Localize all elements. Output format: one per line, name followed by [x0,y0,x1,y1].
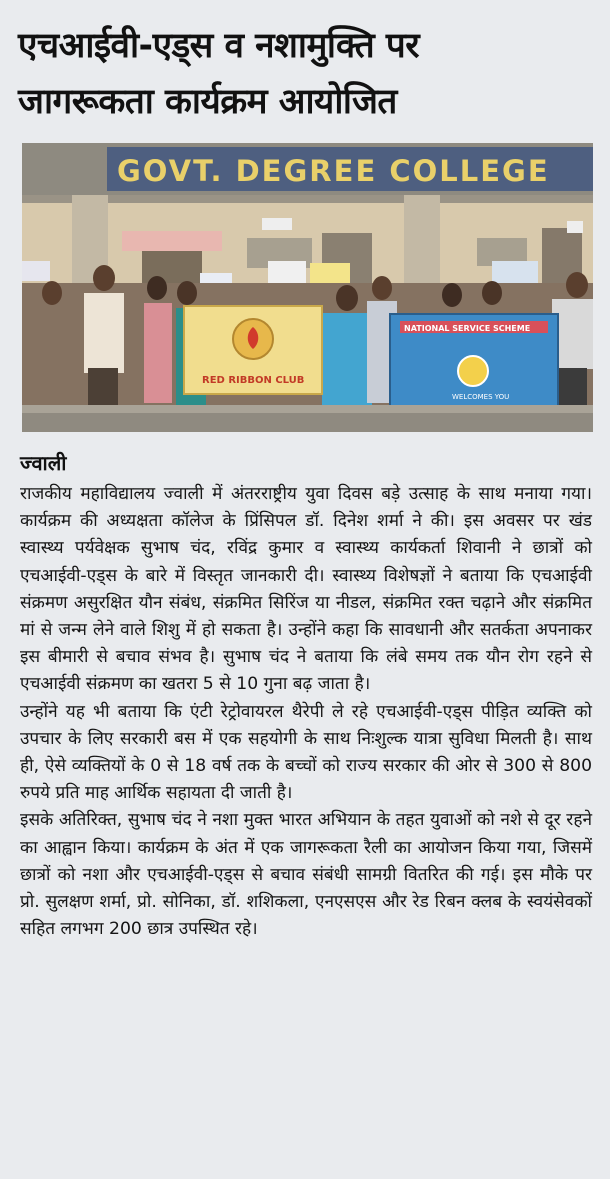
banner-right-top-text: NATIONAL SERVICE SCHEME [404,324,531,333]
article-paragraph: उन्होंने यह भी बताया कि एंटी रेट्रोवायरल थैरेपी ले रहे एचआईवी-एड्स पीड़ित व्यक्ति को उपचार के लिए सरकारी बस में एक सहयोगी के साथ निःशुल्क यात्रा सुविधा मिलती है। साथ ही, ऐसे व्यक्तियों के 0 से 18 वर्ष तक के बच्चों को राज्य सरकार की ओर से 300 से 800 रुपये प्रति माह आर्थिक सहायता दी जाती है। [20,701,592,804]
banner-right-bottom-text: WELCOMES YOU [452,393,510,401]
news-photo [22,143,593,432]
headline-line-1: एचआईवी-एड्स व नशामुक्ति पर [18,26,420,66]
article-paragraph: राजकीय महाविद्यालय ज्वाली में अंतरराष्ट्रीय युवा दिवस बड़े उत्साह के साथ मनाया गया। कार्यक्रम की अध्यक्षता कॉलेज के प्रिंसिपल डॉ. दिनेश शर्मा ने की। इस अवसर पर खंड स्वास्थ्य पर्यवेक्षक सुभाष चंद, रविंद्र कुमार व स्वास्थ्य कार्यकर्ता शिवानी ने छात्रों को एचआईवी-एड्स के बारे में विस्तृत जानकारी दी। स्वास्थ्य विशेषज्ञों ने बताया कि एचआईवी संक्रमण असुरक्षित यौन संबंध, संक्रमित सिरिंज या नीडल, संक्रमित रक्त चढ़ाने और संक्रमित मां से जन्म लेने वाले शिशु में हो सकता है। उन्होंने कहा कि सावधानी और सतर्कता अपनाकर इस बीमारी से बचाव संभव है। सुभाष चंद ने बताया कि लंबे समय तक यौन रोग रहने से एचआईवी संक्रमण का खतरा 5 से 10 गुना बढ़ जाता है। [20,484,592,695]
headline [18,18,598,130]
red-ribbon-club-banner [184,306,322,394]
dateline: ज्वाली [20,451,67,475]
nss-banner [390,314,558,406]
banner-left-text: RED RIBBON CLUB [202,375,305,386]
headline-line-2: जागरूकता कार्यक्रम आयोजित [18,82,397,122]
college-sign-text: GOVT. DEGREE COLLEGE [117,154,550,188]
article-body [20,481,592,943]
article-paragraph: इसके अतिरिक्त, सुभाष चंद ने नशा मुक्त भारत अभियान के तहत युवाओं को नशे से दूर रहने का आह्वान किया। कार्यक्रम के अंत में एक जागरूकता रैली का आयोजन किया गया, जिसमें छात्रों को नशा और एचआईवी-एड्स से बचाव संबंधी सामग्री वितरित की गई। इस मौके पर प्रो. सुलक्षण शर्मा, प्रो. सोनिका, डॉ. शशिकला, एनएसएस और रेड रिबन क्लब के स्वयंसेवकों सहित लगभग 200 छात्र उपस्थित रहे। [20,810,592,940]
